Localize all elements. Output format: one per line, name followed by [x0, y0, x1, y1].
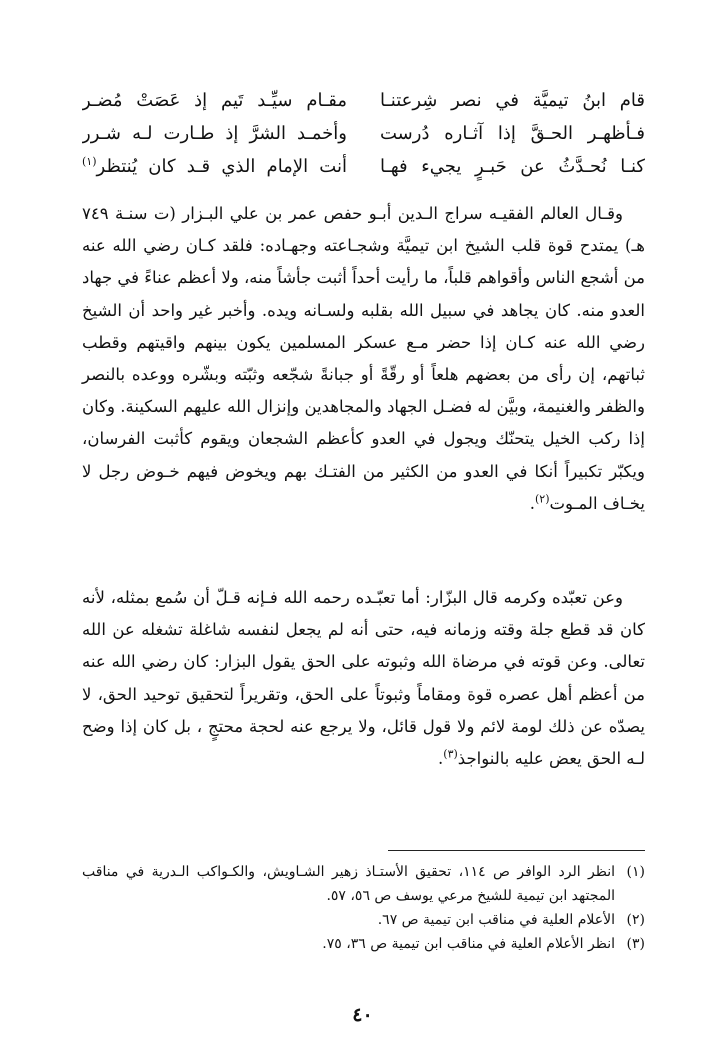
footnote [82, 932, 645, 956]
poem-verse [82, 150, 645, 183]
paragraph-end: . [438, 749, 444, 769]
verse-first-hemistich: كنـا نُحـدَّثُ عن حَبـرٍ يجيء فهـا [380, 156, 645, 177]
paragraph-text: وقـال العالم الفقيـه سراج الـدين أبـو حفص عمر بن علي البـزار (ت سنـة ٧٤٩ هـ) يمتدح قوة قلب الشيخ ابن تيميَّة وشجـاعته وجهـاده: فلقد كـان رضي الله عنه من أشجع الناس وأقواهم قلباً، ما رأيت أحداً أثبت جأشاً منه، ولا أعظم عناءً في جهاد العدو منه. كان يجاهد في سبيل الله بقلبه ولسـانه ويده. وأخبر غير واحد أن الشيخ رضي الله عنه كـان إذا حضر مـع عسكر المسلمين يكون بينهم واقيتهم وقطب ثباتهم، إن رأى من بعضهم هلعاً أو رقّةً أو جبانةً شجّعه وثبّته وبشّره ووعده بالنصر والظفر والغنيمة، وبيَّن له فضـل الجهاد والمجاهدين وإنزال الله عليهم السكينة. وكان إذا ركب الخيل يتحنّك ويجول في العدو كأعظم الشجعان ويقوم كأثبت الفرسان، ويكبّر تكبيراً أنكا في العدو من الكثير من الفتـك بهم ويخوض فيهم خـوض رجل لا يخـاف المـوت [81, 204, 645, 513]
footnote-number: (٢) [626, 912, 645, 928]
paragraph-end: . [529, 493, 535, 513]
poem-verse [82, 117, 645, 150]
verse-first-hemistich: قام ابنُ تيميَّة في نصر شِرعتنـا [380, 90, 645, 111]
footnote-text: انظر الرد الوافر ص ١١٤، تحقيق الأستـاذ زهير الشـاويش، والكـواكب الـدرية في مناقب المجتهد ابن تيمية للشيخ مرعي يوسف ص ٥٦، ٥٧. [82, 864, 616, 904]
footnote-text: الأعلام العلية في مناقب ابن تيمية ص ٦٧. [377, 912, 615, 928]
paragraph [82, 198, 645, 520]
footnote-reference: (١) [82, 155, 97, 168]
footnote-number: (١) [626, 864, 645, 880]
verse-second-hemistich: مقـام سيِّـد تَيم إذ عَصَتْ مُضـر [82, 90, 347, 111]
paragraph [82, 582, 645, 775]
verse-text: أنت الإمام الذي قـد كان يُنتظر [96, 156, 347, 177]
poem-verse [82, 84, 645, 117]
verse-first-hemistich: فـأظهـر الحـقَّ إذا آثـاره دُرست [380, 123, 645, 144]
footnotes [82, 860, 645, 956]
footnote-text: انظر الأعلام العلية في مناقب ابن تيمية ص ٣٦، ٧٥. [322, 936, 615, 952]
footnote-separator [388, 850, 645, 851]
poem-block [82, 84, 645, 183]
paragraph-text: وعن تعبّده وكرمه قال البزّار: أما تعبّـده رحمه الله فـإنه قـلّ أن سُمع بمثله، لأنه كان قد قطع جلة وقته وزمانه فيه، حتى أنه لم يجعل لنفسه شاغلة تشغله عن الله تعالى. وعن قوته في مرضاة الله وثبوته على الحق يقول البزار: كان رضي الله عنه من أعظم أهل عصره قوة ومقاماً وثبوتاً على الحق، وتقريراً لتحقيق توحيد الحق، لا يصدّه عن ذلك لومة لائم ولا قول قائل، ولا يرجع عنه لحجة محتجٍ ، بل كان إذا وضح لـه الحق يعض عليه بالنواجذ [82, 588, 645, 769]
footnote [82, 860, 645, 908]
footnote-number: (٣) [626, 936, 645, 952]
footnote-reference: (٣) [443, 747, 458, 761]
page-number: ٤٠ [352, 1004, 373, 1026]
verse-second-hemistich [82, 150, 347, 183]
footnote [82, 908, 645, 932]
footnote-reference: (٢) [534, 492, 550, 506]
verse-second-hemistich: وأخمـد الشرَّ إذ طـارت لـه شـرر [82, 123, 347, 144]
